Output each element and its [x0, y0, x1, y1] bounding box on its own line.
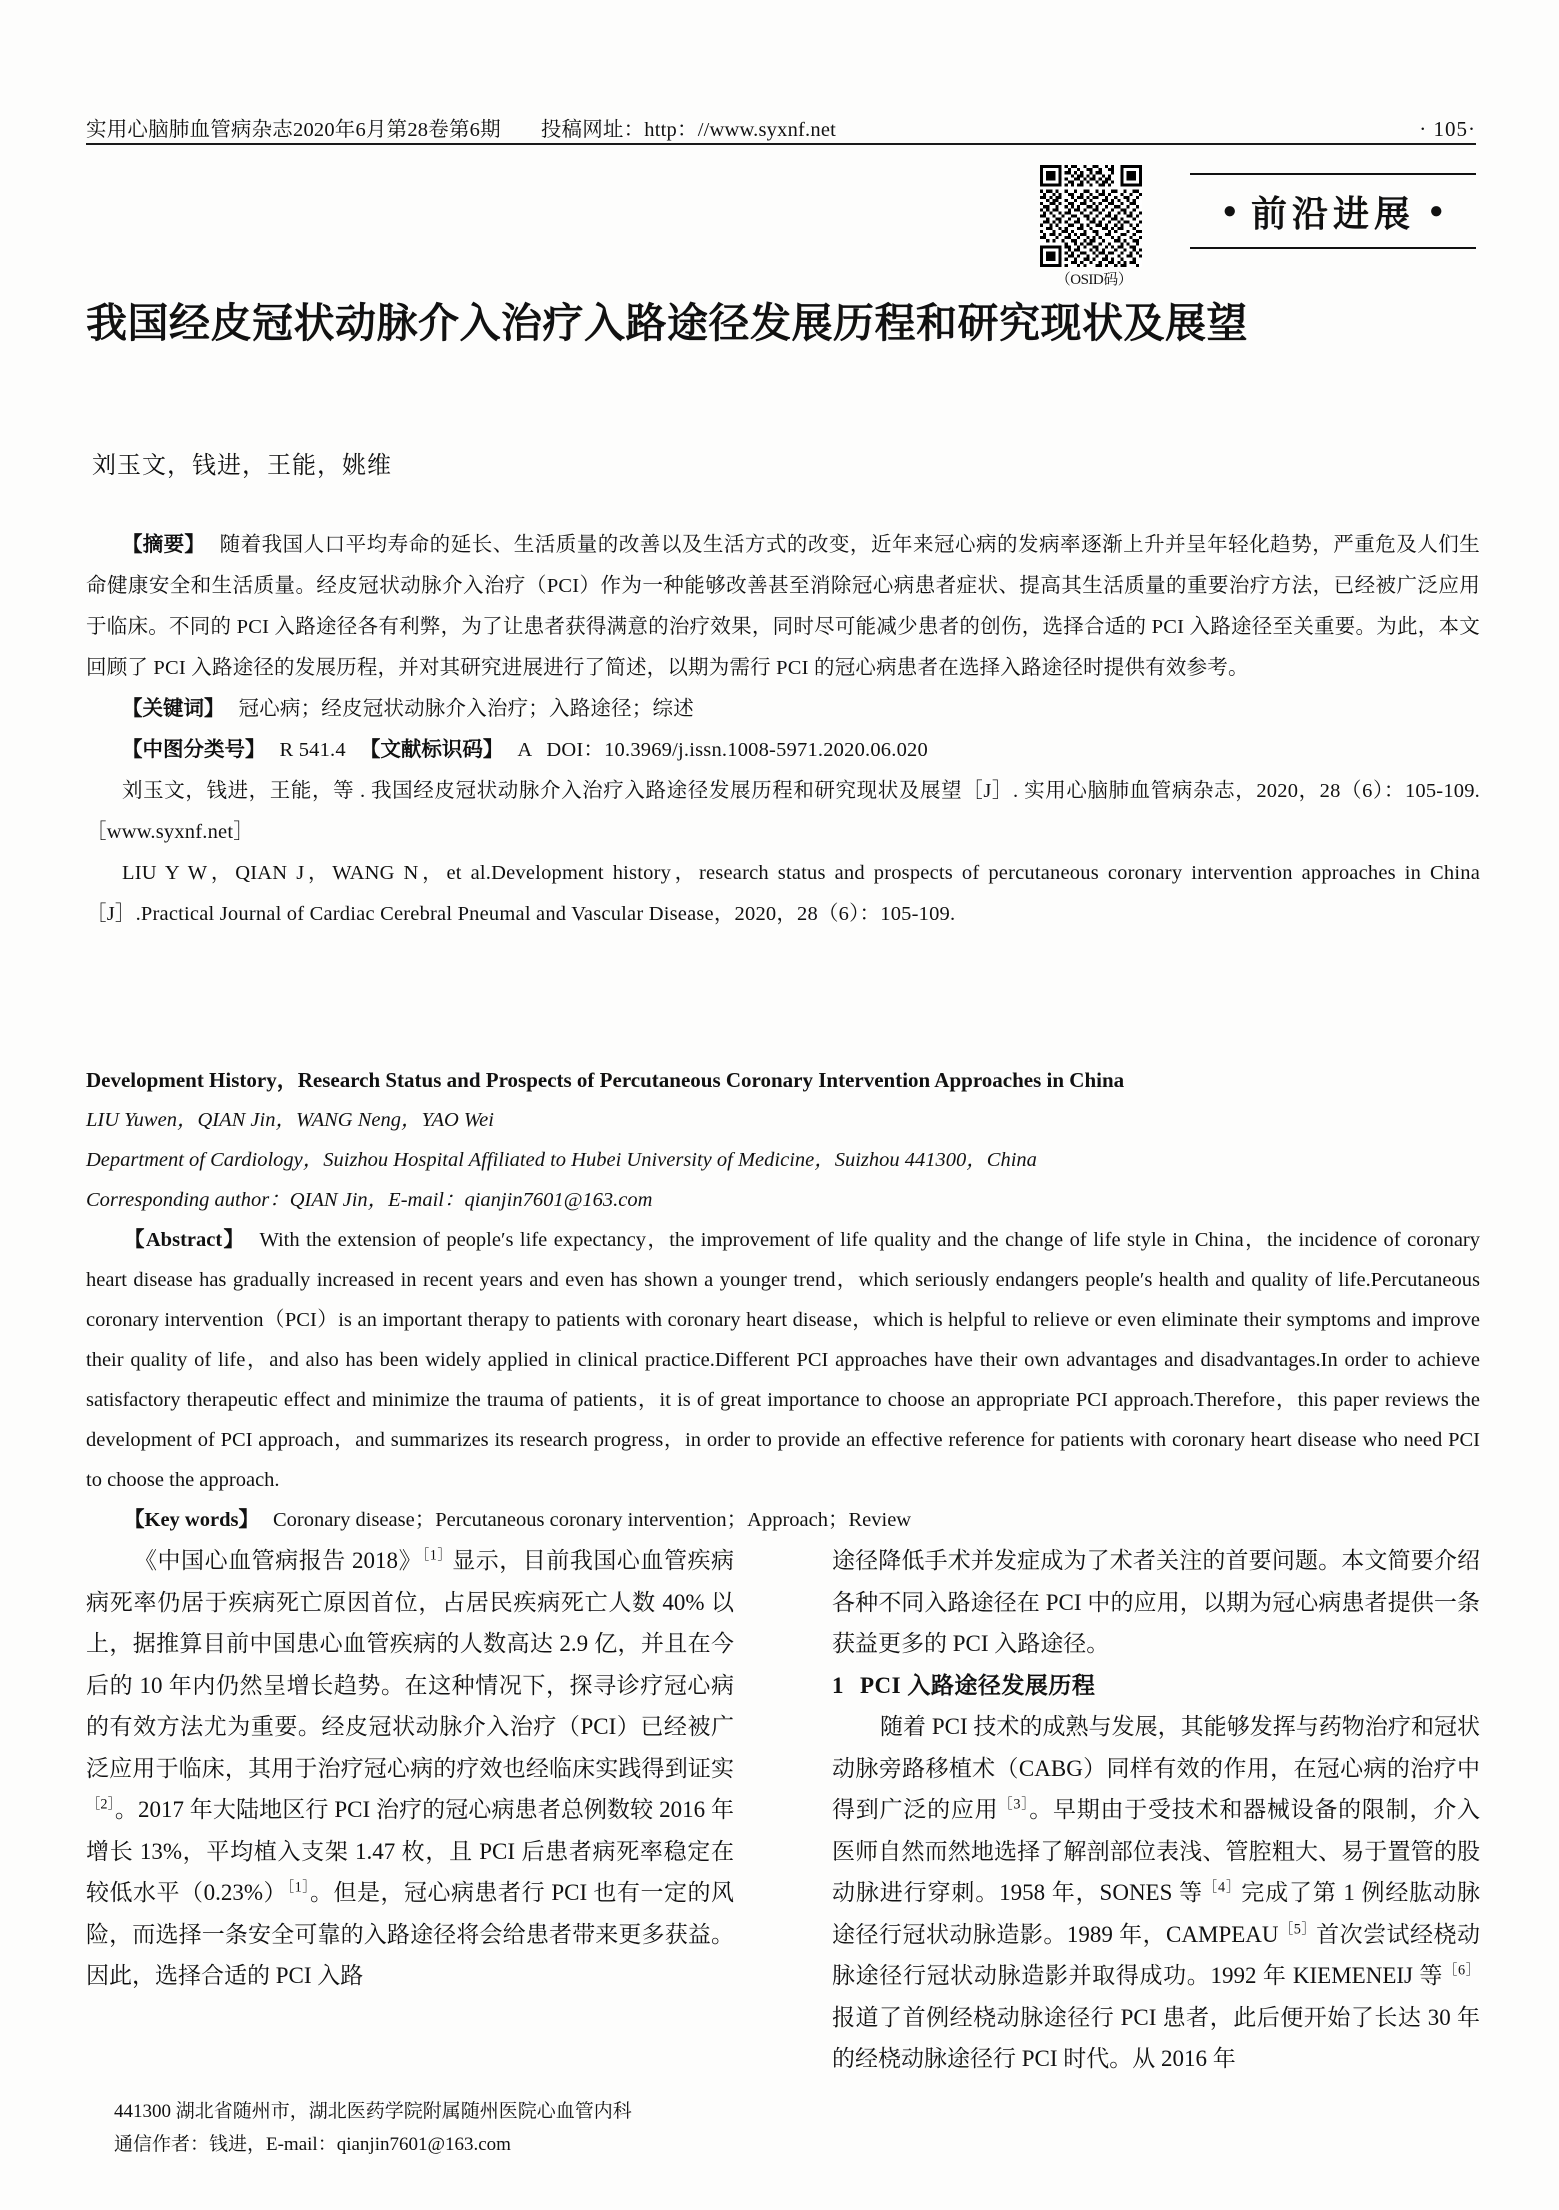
doi-value: 10.3969/j.issn.1008-5971.2020.06.020	[604, 739, 928, 761]
banner-label: 前沿进展	[1250, 193, 1415, 234]
clc-value: R 541.4	[279, 739, 346, 761]
article-authors-cn: 刘玉文，钱进，王能，姚维	[92, 453, 392, 479]
abstract-label-cn: 【摘要】	[122, 534, 206, 556]
abstract-paragraph-cn	[86, 525, 1480, 689]
classification-line	[86, 730, 1480, 771]
doi-label: DOI：	[546, 739, 605, 761]
clc-label: 【中图分类号】	[122, 739, 266, 761]
abstract-block-cn	[86, 525, 1480, 935]
body-paragraph-right-1: 途径降低手术并发症成为了术者关注的首要问题。本文简要介绍各种不同入路途径在 PCI 中的应用，以期为冠心病患者提供一条获益更多的 PCI 入路途径。	[832, 1548, 1480, 1656]
reference-marker-1: ［1］	[422, 1547, 453, 1564]
article-title-cn: 我国经皮冠状动脉介入治疗入路途径发展历程和研究现状及展望	[86, 300, 1248, 346]
body-text-1a: 《中国心血管病报告 2018》	[134, 1548, 423, 1573]
doc-code-value: A	[517, 739, 533, 761]
osid-qr-block	[1040, 165, 1148, 289]
body-text-2c: 完成了第 1 例经肱动脉途径行冠状动脉造影。1989 年，CAMPEAU	[832, 1880, 1480, 1947]
article-title-en: Development History，Research Status and Prospects of Percutaneous Coronary Intervention Approaches in China	[86, 1068, 1125, 1092]
footnote-affiliation: 441300 湖北省随州市，湖北医药学院附属随州医院心血管内科	[114, 2101, 632, 2122]
submission-url: 投稿网址：http：//www.syxnf.net	[540, 119, 837, 141]
body-paragraph-left-1	[86, 1540, 734, 1997]
body-text-1d: 。但是，冠心病患者行 PCI 也有一定的风险，而选择一条安全可靠的入路途径将会给患者带来更多获益。因此，选择合适的 PCI 入路	[86, 1880, 734, 1988]
banner-area	[1040, 165, 1476, 288]
section-heading-1	[832, 1665, 1480, 1707]
body-text-2a: 随着 PCI 技术的成熟与发展，其能够发挥与药物治疗和冠状动脉旁路移植术（CABG）同样有效的作用，在冠心病的治疗中得到广泛的应用	[832, 1714, 1480, 1822]
keywords-text-cn: 冠心病；经皮冠状动脉介入治疗；入路途径；综述	[238, 698, 694, 720]
journal-info: 实用心脑肺血管病杂志2020年6月第28卷第6期	[86, 119, 501, 141]
body-paragraph-right-2	[832, 1706, 1480, 2080]
keywords-line-en	[86, 1500, 1480, 1540]
reference-marker-1b: ［1］	[287, 1879, 310, 1896]
header-divider	[86, 143, 1476, 145]
running-head-left	[86, 112, 836, 142]
abstract-paragraph-en	[86, 1220, 1480, 1500]
keywords-text-en: Coronary disease；Percutaneous coronary intervention；Approach；Review	[272, 1509, 912, 1531]
body-text-2d: 首次尝试经桡动脉途径行冠状动脉造影并取得成功。1992 年 KIEMENEIJ 等	[832, 1921, 1480, 1988]
abstract-text-cn: 随着我国人口平均寿命的延长、生活质量的改善以及生活方式的改变，近年来冠心病的发病率逐渐上升并呈年轻化趋势，严重危及人们生命健康安全和生活质量。经皮冠状动脉介入治疗（PCI）作为一种能够改善甚至消除冠心病患者症状、提高其生活质量的重要治疗方法，已经被广泛应用于临床。不同的 PCI 入路途径各有利弊，为了让患者获得满意的治疗效果，同时尽可能减少患者的创伤，选择合适的 PCI 入路途径至关重要。为此，本文回顾了 PCI 入路途径的发展历程，并对其研究进展进行了简述，以期为需行 PCI 的冠心病患者在选择入路途径时提供有效参考。	[86, 534, 1480, 679]
keywords-line-cn	[86, 689, 1480, 730]
abstract-label-en: 【Abstract】	[124, 1229, 246, 1251]
page-number: · 105·	[1419, 117, 1476, 141]
body-text-1b: 显示，目前我国心血管疾病病死率仍居于疾病死亡原因首位，占居民疾病死亡人数 40% 以上，据推算目前中国患心血管疾病的人数高达 2.9 亿，并且在今后的 10 年内仍然呈增长趋势。在这种情况下，探寻诊疗冠心病的有效方法尤为重要。经皮冠状动脉介入治疗（PCI）已经被广泛应用于临床，其用于治疗冠心病的疗效也经临床实践得到证实	[86, 1548, 735, 1781]
reference-marker-3: ［3］	[998, 1796, 1030, 1813]
banner-left-dot: ●	[1222, 198, 1237, 224]
qr-code-icon	[1040, 165, 1142, 267]
reference-marker-5: ［5］	[1278, 1920, 1317, 1937]
running-head	[86, 112, 1476, 142]
section-number-1: 1	[832, 1672, 844, 1698]
corresponding-author-en: Corresponding author：QIAN Jin，E-mail：qianjin7601@163.com	[86, 1189, 653, 1211]
body-columns	[86, 1540, 1480, 2100]
footnote-block	[86, 2095, 734, 2161]
body-column-left	[86, 1540, 734, 1997]
body-text-2b: 。早期由于受技术和器械设备的限制，介入医师自然而然地选择了解剖部位表浅、管腔粗大、易于置管的股动脉进行穿刺。1958 年，SONES 等	[832, 1797, 1481, 1905]
citation-en: LIU Y W，QIAN J，WANG N，et al.Development history，research status and prospects of percutaneous coronary intervention approaches in China［J］.Practical Journal of Cardiac Cerebral Pneumal and Vascular Disease，2020，28（6）：105-109.	[86, 862, 1480, 925]
keywords-label-en: 【Key words】	[124, 1509, 259, 1531]
banner-right-dot: ●	[1429, 198, 1444, 224]
reference-marker-6: ［6］	[1443, 1962, 1480, 1979]
section-banner	[1190, 173, 1476, 249]
reference-marker-2: ［2］	[86, 1796, 115, 1813]
abstract-text-en: With the extension of people′s life expectancy，the improvement of life quality and the change of life style in China，the incidence of coronary heart disease has gradually increased in recent years and even has shown a younger trend，which seriously endangers people′s health and quality of life.Percutaneous coronary intervention（PCI）is an important therapy to patients with coronary heart disease，which is helpful to relieve or even eliminate their symptoms and improve their quality of life，and also has been widely applied in clinical practice.Different PCI approaches have their own advantages and disadvantages.In order to achieve satisfactory therapeutic effect and minimize the trauma of patients，it is of great importance to choose an appropriate PCI approach.Therefore，this paper reviews the development of PCI approach，and summarizes its research progress，in order to provide an effective reference for patients with coronary heart disease who need PCI to choose the approach.	[86, 1229, 1480, 1491]
body-text-2e: 报道了首例经桡动脉途径行 PCI 患者，此后便开始了长达 30 年的经桡动脉途径行 PCI 时代。从 2016 年	[832, 2004, 1480, 2071]
osid-caption: （OSID码）	[1055, 272, 1133, 288]
body-text-1c: 。2017 年大陆地区行 PCI 治疗的冠心病患者总例数较 2016 年增长 13%，平均植入支架 1.47 枚，且 PCI 后患者病死率稳定在较低水平（0.23%）	[86, 1797, 734, 1905]
doc-code-label: 【文献标识码】	[359, 739, 504, 761]
affiliation-en: Department of Cardiology，Suizhou Hospital Affiliated to Hubei University of Medicine，Suizhou 441300，China	[86, 1149, 1037, 1171]
reference-marker-4: ［4］	[1202, 1879, 1242, 1896]
body-column-right	[832, 1540, 1480, 2080]
footnote-corresponding: 通信作者：钱进，E-mail：qianjin7601@163.com	[114, 2134, 511, 2155]
english-meta-block	[86, 1060, 1480, 1540]
section-title-1: PCI 入路途径发展历程	[860, 1672, 1096, 1698]
citation-cn: 刘玉文，钱进，王能，等 . 我国经皮冠状动脉介入治疗入路途径发展历程和研究现状及展望［J］. 实用心脑肺血管病杂志，2020，28（6）：105-109.［www.syxnf.net］	[86, 780, 1480, 843]
keywords-label-cn: 【关键词】	[122, 698, 225, 720]
article-authors-en: LIU Yuwen，QIAN Jin，WANG Neng，YAO Wei	[86, 1109, 494, 1131]
